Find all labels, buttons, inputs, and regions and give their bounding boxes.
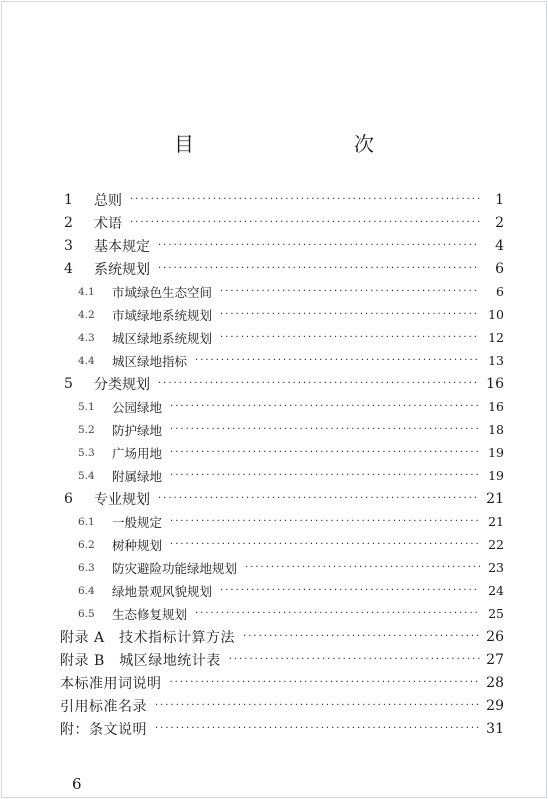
toc-entry-title: 本标准用词说明 [60, 675, 162, 692]
leader-dots [229, 655, 480, 665]
toc-subentry[interactable] [60, 510, 504, 533]
toc-entry[interactable] [60, 188, 504, 211]
toc-subentry[interactable] [60, 579, 504, 602]
toc-entry-page: 10 [488, 307, 504, 322]
toc-entry-title: 树种规划 [112, 537, 163, 553]
toc-entry-title: 公园绿地 [112, 399, 163, 415]
toc-entry-title: 系统规划 [94, 261, 150, 278]
page-number: 6 [72, 775, 82, 793]
toc-entry-number: 5.3 [78, 446, 95, 459]
leader-dots [170, 402, 480, 412]
leader-dots [158, 494, 480, 504]
toc-entry-number: 4.1 [78, 285, 95, 298]
toc-entry-title: 市域绿色生态空间 [112, 284, 213, 300]
toc-entry-page: 26 [486, 628, 504, 645]
toc-appendix-entry[interactable] [60, 717, 504, 740]
toc-entry-number: 6.3 [78, 561, 95, 574]
toc-entry-page: 6 [496, 284, 504, 299]
toc-entry-number: 5.2 [78, 423, 95, 436]
toc-entry-title: 防护绿地 [112, 422, 163, 438]
leader-dots [130, 195, 480, 205]
toc-entry-number: 5.4 [78, 469, 95, 482]
leader-dots [170, 540, 480, 550]
toc-entry-title: 术语 [94, 215, 122, 232]
toc-entry-number: 3 [64, 237, 73, 254]
page-title: 目 次 [174, 132, 414, 156]
leader-dots [170, 471, 480, 481]
toc-appendix-entry[interactable] [60, 671, 504, 694]
leader-dots [158, 379, 480, 389]
leader-dots [158, 241, 480, 251]
toc-entry-title: 市域绿地系统规划 [112, 307, 213, 323]
toc-appendix-entry[interactable] [60, 648, 504, 671]
toc-entry-title: 附录 A 技术指标计算方法 [60, 629, 236, 646]
leader-dots [170, 678, 481, 688]
toc-entry-page: 13 [488, 353, 504, 368]
toc-entry-page: 29 [486, 697, 504, 714]
toc-entry-number: 4 [64, 260, 73, 277]
toc-entry-number: 1 [64, 191, 73, 208]
toc-entry-page: 25 [488, 606, 504, 621]
leader-dots [220, 586, 480, 596]
leader-dots [155, 724, 480, 734]
toc-entry-title: 广场用地 [112, 445, 163, 461]
toc-entry-number: 4.2 [78, 308, 95, 321]
toc-entry-title: 基本规定 [94, 238, 150, 255]
toc-entry-title: 城区绿地指标 [112, 353, 188, 369]
toc-entry-title: 分类规划 [94, 376, 150, 393]
toc-appendix-entry[interactable] [60, 694, 504, 717]
toc-entry-title: 专业规划 [94, 491, 150, 508]
toc-subentry[interactable] [60, 326, 504, 349]
toc-subentry[interactable] [60, 280, 504, 303]
toc-subentry[interactable] [60, 349, 504, 372]
leader-dots [195, 356, 480, 366]
toc-entry-page: 16 [486, 375, 504, 392]
leader-dots [170, 425, 480, 435]
toc-subentry[interactable] [60, 556, 504, 579]
toc-entry-page: 1 [495, 191, 504, 208]
toc-subentry[interactable] [60, 395, 504, 418]
toc-subentry[interactable] [60, 303, 504, 326]
toc-entry[interactable] [60, 487, 504, 510]
toc-entry-number: 4.3 [78, 331, 95, 344]
toc-entry-title: 城区绿地系统规划 [112, 330, 213, 346]
toc-entry-number: 6.5 [78, 607, 95, 620]
leader-dots [220, 333, 480, 343]
toc-entry-title: 引用标准名录 [60, 698, 147, 715]
toc-entry-number: 6 [64, 490, 73, 507]
toc-entry-page: 24 [488, 583, 504, 598]
toc-entry-title: 附属绿地 [112, 468, 163, 484]
toc-entry-title: 附录 B 城区绿地统计表 [60, 652, 221, 669]
toc-entry-page: 19 [488, 468, 504, 483]
leader-dots [170, 448, 480, 458]
toc-entry-number: 6.1 [78, 515, 95, 528]
toc-entry-page: 21 [488, 514, 504, 529]
leader-dots [195, 609, 480, 619]
toc-entry-page: 19 [488, 445, 504, 460]
toc-entry-title: 绿地景观风貌规划 [112, 583, 213, 599]
toc-entry-page: 12 [488, 330, 504, 345]
toc-entry-number: 4.4 [78, 354, 95, 367]
toc-entry-number: 6.2 [78, 538, 95, 551]
toc-entry[interactable] [60, 211, 504, 234]
toc-entry-page: 31 [486, 720, 504, 737]
toc-appendix-entry[interactable] [60, 625, 504, 648]
leader-dots [158, 264, 480, 274]
toc-subentry[interactable] [60, 602, 504, 625]
toc-entry-title: 防灾避险功能绿地规划 [112, 560, 238, 576]
toc-subentry[interactable] [60, 441, 504, 464]
toc-entry[interactable] [60, 372, 504, 395]
toc-entry-title: 附：条文说明 [60, 721, 147, 738]
toc-subentry[interactable] [60, 533, 504, 556]
leader-dots [220, 287, 480, 297]
leader-dots [220, 310, 480, 320]
toc-entry-page: 18 [488, 422, 504, 437]
toc-entry-title: 总则 [94, 192, 122, 209]
leader-dots [243, 632, 480, 642]
toc-entry-number: 5.1 [78, 400, 95, 413]
toc-entry-page: 21 [486, 490, 504, 507]
toc-entry-title: 一般规定 [112, 514, 163, 530]
toc-subentry[interactable] [60, 418, 504, 441]
toc-entry-page: 23 [488, 560, 504, 575]
toc-entry-page: 2 [495, 214, 504, 231]
toc-entry-page: 6 [495, 260, 504, 277]
table-of-contents [60, 188, 504, 740]
toc-subentry[interactable] [60, 464, 504, 487]
toc-entry-title: 生态修复规划 [112, 606, 188, 622]
toc-entry-number: 2 [64, 214, 73, 231]
toc-entry-number: 5 [64, 375, 73, 392]
leader-dots [170, 517, 480, 527]
leader-dots [245, 563, 480, 573]
toc-entry-page: 22 [488, 537, 504, 552]
toc-entry-page: 28 [486, 674, 504, 691]
leader-dots [130, 218, 480, 228]
toc-entry-number: 6.4 [78, 584, 95, 597]
toc-entry[interactable] [60, 257, 504, 280]
toc-entry-page: 4 [495, 237, 504, 254]
toc-entry-page: 16 [488, 399, 504, 414]
leader-dots [155, 701, 480, 711]
toc-entry[interactable] [60, 234, 504, 257]
toc-entry-page: 27 [486, 651, 504, 668]
